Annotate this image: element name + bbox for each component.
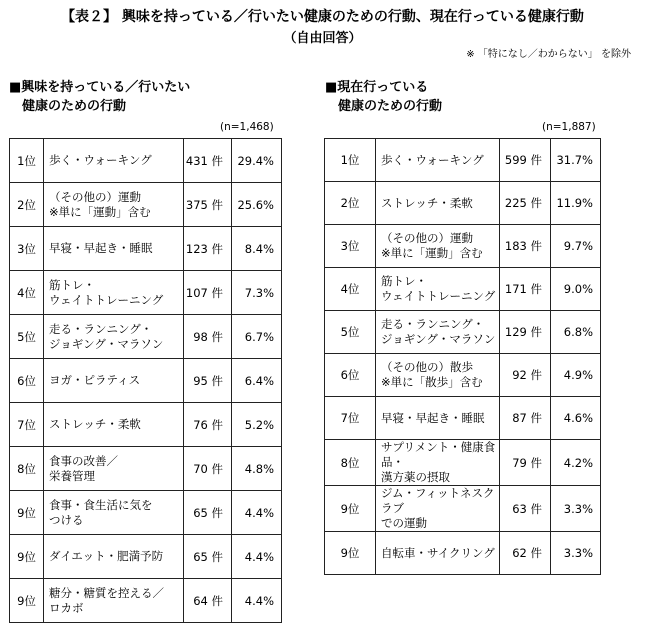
- rank-cell: 6位: [10, 359, 44, 403]
- behavior-cell: [44, 183, 184, 227]
- count-cell: 225 件: [500, 182, 551, 225]
- table-subtitle: （自由回答）: [283, 31, 362, 46]
- table-row: [10, 403, 282, 447]
- behavior-text: ジョギング・マラソン: [49, 336, 164, 351]
- behavior-cell: [44, 535, 184, 579]
- percent-cell: 3.3%: [551, 486, 601, 532]
- left-sample-size: (n=1,468): [220, 121, 274, 133]
- rank-cell: 9位: [325, 486, 376, 532]
- behavior-cell: [44, 139, 184, 183]
- percent-cell: 4.9%: [551, 354, 601, 397]
- behavior-cell: [376, 182, 500, 225]
- behavior-cell: [376, 486, 500, 532]
- rank-cell: 4位: [325, 268, 376, 311]
- table-row: [325, 354, 601, 397]
- behavior-text: での運動: [381, 516, 427, 530]
- percent-cell: 3.3%: [551, 532, 601, 575]
- rank-cell: 2位: [325, 182, 376, 225]
- count-cell: 70 件: [184, 447, 232, 491]
- behavior-text: ※単に「運動」含む: [49, 204, 151, 219]
- behavior-cell: [44, 315, 184, 359]
- table-title: 【表２】 興味を持っている／行いたい健康のための行動、現在行っている健康行動: [61, 9, 584, 25]
- left-heading: [9, 78, 190, 116]
- percent-cell: 5.2%: [232, 403, 282, 447]
- behavior-text: ヨガ・ピラティス: [49, 373, 141, 387]
- behavior-text: 歩く・ウォーキング: [49, 153, 152, 167]
- behavior-text: 早寝・早起き・睡眠: [49, 241, 153, 255]
- table-row: [10, 447, 282, 491]
- count-cell: 64 件: [184, 579, 232, 623]
- behavior-text: 走る・ランニング・: [49, 321, 153, 336]
- behavior-text: 食事の改善／: [49, 453, 118, 468]
- behavior-cell: [44, 579, 184, 623]
- left-heading-line1: ■興味を持っている／行いたい: [9, 80, 191, 95]
- percent-cell: 9.0%: [551, 268, 601, 311]
- behavior-cell: [376, 440, 500, 486]
- count-cell: 65 件: [184, 535, 232, 579]
- rank-cell: 5位: [325, 311, 376, 354]
- behavior-text: 早寝・早起き・睡眠: [381, 410, 485, 425]
- rank-cell: 7位: [325, 397, 376, 440]
- behavior-cell: [44, 271, 184, 315]
- table-row: [10, 315, 282, 359]
- table-row: [10, 359, 282, 403]
- table-row: [10, 579, 282, 623]
- count-cell: 375 件: [184, 183, 232, 227]
- percent-cell: 4.4%: [232, 535, 282, 579]
- count-cell: 107 件: [184, 271, 232, 315]
- behavior-text: ジム・フィットネスクラブ: [381, 486, 495, 515]
- behavior-cell: [376, 225, 500, 268]
- behavior-cell: [376, 532, 500, 575]
- table-row: [325, 440, 601, 486]
- percent-cell: 25.6%: [232, 183, 282, 227]
- percent-cell: 4.2%: [551, 440, 601, 486]
- right-heading: [325, 78, 442, 116]
- behavior-text: ストレッチ・柔軟: [381, 195, 473, 210]
- behavior-text: ロカボ: [49, 600, 84, 615]
- percent-cell: 6.7%: [232, 315, 282, 359]
- behavior-text: ウェイトトレーニング: [381, 289, 496, 303]
- rank-cell: 5位: [10, 315, 44, 359]
- percent-cell: 6.8%: [551, 311, 601, 354]
- behavior-text: 歩く・ウォーキング: [381, 152, 484, 167]
- percent-cell: 29.4%: [232, 139, 282, 183]
- count-cell: 171 件: [500, 268, 551, 311]
- behavior-cell: [376, 311, 500, 354]
- rank-cell: 8位: [10, 447, 44, 491]
- behavior-text: ストレッチ・柔軟: [49, 417, 141, 431]
- rank-cell: 9位: [10, 579, 44, 623]
- table-row: [10, 227, 282, 271]
- rank-cell: 3位: [10, 227, 44, 271]
- percent-cell: 4.4%: [232, 579, 282, 623]
- rank-cell: 9位: [325, 532, 376, 575]
- percent-cell: 9.7%: [551, 225, 601, 268]
- percent-cell: 7.3%: [232, 271, 282, 315]
- count-cell: 183 件: [500, 225, 551, 268]
- count-cell: 431 件: [184, 139, 232, 183]
- percent-cell: 4.8%: [232, 447, 282, 491]
- behavior-cell: [44, 227, 184, 271]
- behavior-text: （その他の）運動: [49, 189, 141, 204]
- behavior-text: （その他の）運動: [381, 231, 473, 245]
- percent-cell: 8.4%: [232, 227, 282, 271]
- right-heading-line1: ■現在行っている: [325, 80, 429, 95]
- behavior-text: ウェイトトレーニング: [49, 292, 164, 307]
- behavior-text: つける: [49, 512, 84, 527]
- table-row: [10, 183, 282, 227]
- rank-cell: 9位: [10, 491, 44, 535]
- count-cell: 129 件: [500, 311, 551, 354]
- behavior-text: 食事・食生活に気を: [49, 497, 153, 512]
- rank-cell: 8位: [325, 440, 376, 486]
- behavior-text: （その他の）散歩: [381, 360, 473, 374]
- table-row: [325, 139, 601, 182]
- count-cell: 87 件: [500, 397, 551, 440]
- behavior-text: ダイエット・肥満予防: [49, 549, 164, 563]
- behavior-text: 漢方薬の摂取: [381, 470, 450, 484]
- table-row: [10, 139, 282, 183]
- rank-cell: 7位: [10, 403, 44, 447]
- behavior-text: 栄養管理: [49, 468, 95, 483]
- table-row: [325, 225, 601, 268]
- count-cell: 63 件: [500, 486, 551, 532]
- percent-cell: 31.7%: [551, 139, 601, 182]
- behavior-cell: [44, 447, 184, 491]
- percent-cell: 6.4%: [232, 359, 282, 403]
- behavior-cell: [376, 268, 500, 311]
- rank-cell: 1位: [10, 139, 44, 183]
- table-row: [325, 532, 601, 575]
- behavior-text: 筋トレ・: [381, 274, 427, 288]
- count-cell: 79 件: [500, 440, 551, 486]
- table-row: [10, 271, 282, 315]
- right-sample-size: (n=1,887): [542, 121, 596, 133]
- table-row: [325, 182, 601, 225]
- exclusion-note: ※ 「特になし／わからない」 を除外: [466, 49, 631, 60]
- count-cell: 76 件: [184, 403, 232, 447]
- behavior-text: 筋トレ・: [49, 277, 95, 292]
- rank-cell: 9位: [10, 535, 44, 579]
- percent-cell: 4.6%: [551, 397, 601, 440]
- behavior-text: 自転車・サイクリング: [381, 545, 495, 560]
- behavior-cell: [376, 139, 500, 182]
- behavior-text: 走る・ランニング・: [381, 317, 485, 331]
- count-cell: 123 件: [184, 227, 232, 271]
- behavior-text: 糖分・糖質を控える／: [49, 585, 164, 600]
- table-row: [10, 491, 282, 535]
- behavior-cell: [376, 354, 500, 397]
- percent-cell: 4.4%: [232, 491, 282, 535]
- table-row: [10, 535, 282, 579]
- count-cell: 599 件: [500, 139, 551, 182]
- left-heading-line2: 健康のための行動: [22, 99, 127, 114]
- behavior-cell: [44, 491, 184, 535]
- rank-cell: 3位: [325, 225, 376, 268]
- table-row: [325, 268, 601, 311]
- behavior-text: サプリメント・健康食品・: [381, 440, 496, 469]
- left-ranking-table: [9, 138, 282, 623]
- right-ranking-table: [324, 138, 601, 575]
- rank-cell: 1位: [325, 139, 376, 182]
- right-heading-line2: 健康のための行動: [338, 99, 443, 114]
- count-cell: 92 件: [500, 354, 551, 397]
- table-row: [325, 311, 601, 354]
- table-row: [325, 486, 601, 532]
- count-cell: 65 件: [184, 491, 232, 535]
- count-cell: 62 件: [500, 532, 551, 575]
- behavior-text: ジョギング・マラソン: [381, 332, 496, 346]
- behavior-cell: [44, 359, 184, 403]
- behavior-text: ※単に「散歩」含む: [381, 375, 483, 389]
- count-cell: 98 件: [184, 315, 232, 359]
- behavior-cell: [376, 397, 500, 440]
- rank-cell: 2位: [10, 183, 44, 227]
- rank-cell: 4位: [10, 271, 44, 315]
- behavior-text: ※単に「運動」含む: [381, 246, 483, 260]
- count-cell: 95 件: [184, 359, 232, 403]
- rank-cell: 6位: [325, 354, 376, 397]
- behavior-cell: [44, 403, 184, 447]
- percent-cell: 11.9%: [551, 182, 601, 225]
- table-row: [325, 397, 601, 440]
